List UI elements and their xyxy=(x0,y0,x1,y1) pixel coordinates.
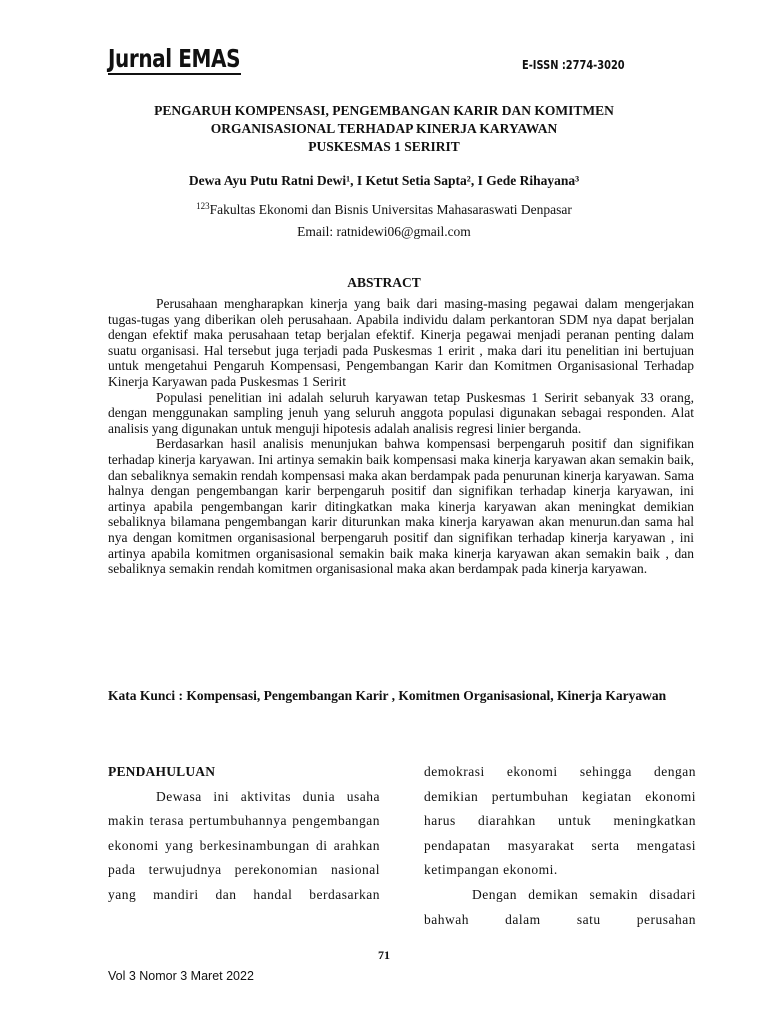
paper-title-line: PENGARUH KOMPENSASI, PENGEMBANGAN KARIR DAN KOMITMEN xyxy=(154,103,614,118)
author-list: Dewa Ayu Putu Ratni Dewi¹, I Ketut Setia Sapta², I Gede Rihayana³ xyxy=(188,173,580,188)
abstract-paragraph: Berdasarkan hasil analisis menunjukan bahwa kompensasi berpengaruh positif dan signifikan terhadap kinerja karyawan. Ini artinya semakin baik kompensasi maka kinerja karyawan akan semakin baik, dan sebaliknya semakin rendah kompensasi maka akan berdampak pada penurunan kinerja karyawan. Sama halnya dengan pengembangan karir berpengaruh positif dan signifikan terhadap kinerja karyawan, ini artinya apabila pengembangan karir ditingkatkan maka kinerja karyawan akan meningkat demikian sebaliknya bilamana pengembangan karir diturunkan maka kinerja karyawan akan menurun.dan sama hal nya dengan komitmen organisasional berpengaruh positif dan signifikan terhadap kinerja karyawan , ini artinya apabila komitmen organisasional semakin baik maka kinerja karyawan akan semakin baik , dan sebaliknya semakin rendah komitmen organisasional maka akan berdampak pada kinerja karyawan. xyxy=(108,436,694,577)
paper-title xyxy=(108,102,660,156)
intro-right-column xyxy=(424,760,696,932)
abstract-body xyxy=(108,296,694,577)
page-number: 71 xyxy=(378,948,390,962)
footer-volume-info: Vol 3 Nomor 3 Maret 2022 xyxy=(108,969,254,983)
affiliation-marker: 123 xyxy=(196,201,210,211)
abstract-paragraph: Perusahaan mengharapkan kinerja yang baik dari masing-masing pegawai dalam mengerjakan tugas-tugas yang diberikan oleh perusahaan. Apabila individu dalam perkantoran SDM nya dapat berjalan dengan efektif maka perusahaan tetap berjalan efektif. Kinerja pegawai menjadi peranan penting dalam suatu organisasi. Hal tersebut juga terjadi pada Puskesmas 1 eririt , maka dari itu penelitian ini bertujuan untuk mengetahui Pengaruh Kompensasi, Pengembangan Karir dan Komitmen Organisasional Terhadap Kinerja Karyawan pada Puskesmas 1 Seririt xyxy=(108,296,694,389)
abstract-heading: ABSTRACT xyxy=(347,275,421,290)
paper-title-line: ORGANISASIONAL TERHADAP KINERJA KARYAWAN xyxy=(210,121,558,136)
intro-paragraph: Dewasa ini aktivitas dunia usaha makin terasa pertumbuhannya pengembangan ekonomi yang berkesinambungan di arahkan pada terwujudnya perekonomian nasional yang mandiri dan handal berdasarkan xyxy=(108,788,380,902)
affiliation-text: Fakultas Ekonomi dan Bisnis Universitas Mahasaraswati Denpasar xyxy=(209,202,572,217)
affiliation xyxy=(108,197,660,219)
section-heading-pendahuluan: PENDAHULUAN xyxy=(108,764,216,779)
intro-paragraph: demokrasi ekonomi sehingga dengan demikian pertumbuhan kegiatan ekonomi harus diarahkan untuk meningkatkan pendapatan masyarakat serta mengatasi ketimpangan ekonomi. xyxy=(424,764,696,878)
journal-title-underline xyxy=(108,73,241,75)
issn-label: E-ISSN :2774-3020 xyxy=(522,58,625,72)
intro-left-column xyxy=(108,760,380,908)
paper-title-line: PUSKESMAS 1 SERIRIT xyxy=(308,139,460,154)
journal-title: Jurnal EMAS xyxy=(108,44,241,73)
keywords: Kata Kunci : Kompensasi, Pengembangan Karir , Komitmen Organisasional, Kinerja Karyawan xyxy=(108,688,667,703)
intro-paragraph: Dengan demikan semakin disadari bahwah dalam satu perusahan xyxy=(424,886,696,927)
author-email: Email: ratnidewi06@gmail.com xyxy=(297,224,471,239)
abstract-paragraph: Populasi penelitian ini adalah seluruh karyawan tetap Puskesmas 1 Seririt sebanyak 33 orang, dengan menggunakan sampling jenuh yang seluruh anggota populasi digunakan sebagai responden. Alat analisis yang digunakan untuk menguji hipotesis adalah analisis regresi linier berganda. xyxy=(108,389,694,436)
